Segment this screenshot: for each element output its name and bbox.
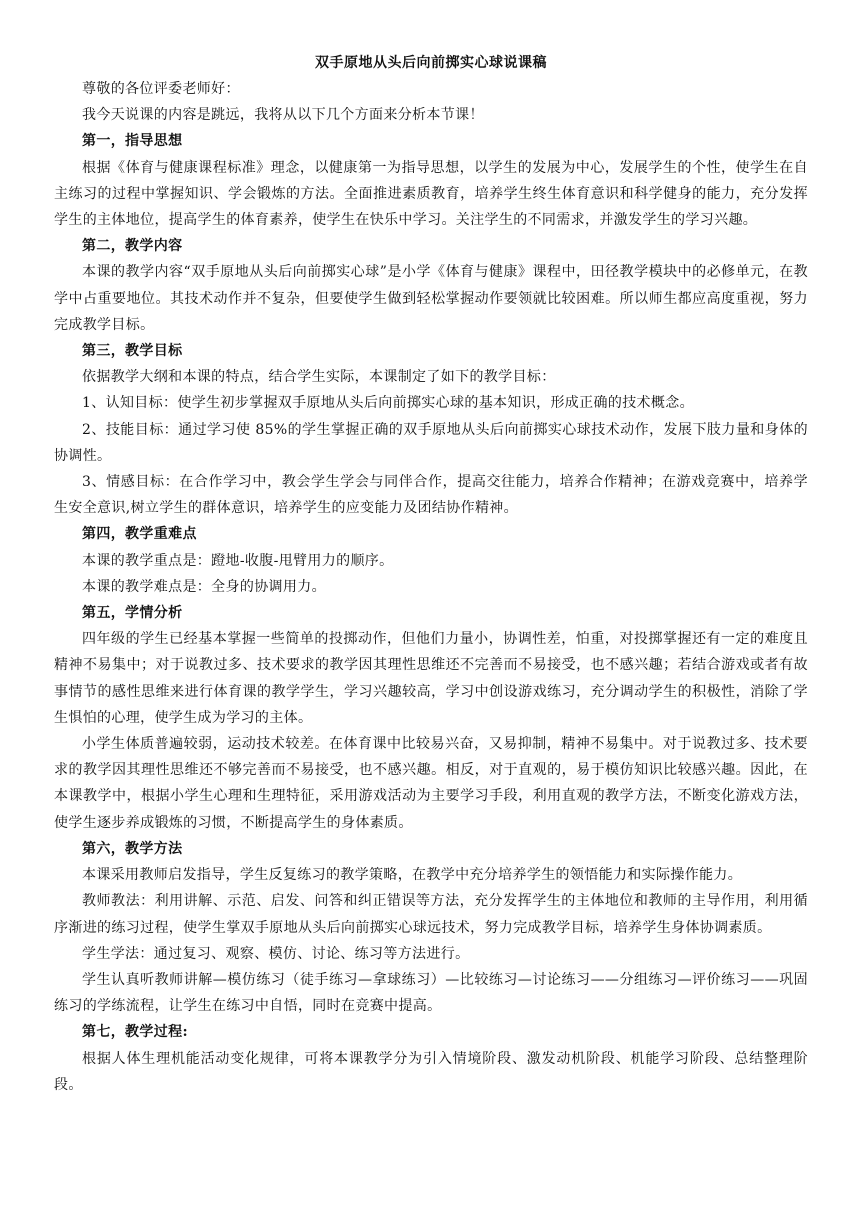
paragraph: 根据人体生理机能活动变化规律，可将本课教学分为引入情境阶段、激发动机阶段、机能学习阶段、总结整理阶段。 — [54, 1050, 808, 1093]
document-page — [54, 50, 808, 1098]
greeting: 尊敬的各位评委老师好： — [82, 81, 240, 97]
paragraph: 学生学法：通过复习、观察、模仿、讨论、练习等方法进行。 — [82, 945, 470, 962]
document-title: 双手原地从头后向前掷实心球说课稿 — [315, 55, 547, 71]
paragraph: 教师教法：利用讲解、示范、启发、问答和纠正错误等方法，充分发挥学生的主体地位和教师的主导作用，利用循序渐进的练习过程，使学生掌双手原地从头后向前掷实心球远技术，努力完成教学目标，培养学生身体协调素质。 — [54, 893, 808, 936]
paragraph: 学生认真听教师讲解—模仿练习（徒手练习—拿球练习）—比较练习—讨论练习——分组练习—评价练习——巩固练习的学练流程，让学生在练习中自悟，同时在竞赛中提高。 — [54, 971, 808, 1015]
paragraph: 四年级的学生已经基本掌握一些简单的投掷动作，但他们力量小，协调性差，怕重，对投掷掌握还有一定的难度且精神不易集中；对于说教过多、技术要求的教学因其理性思维还不完善而不易接受，也不感兴趣；若结合游戏或者有故事情节的感性思维来进行体育课的教学学生，学习兴趣较高，学习中创设游戏练习，充分调动学生的积极性，消除了学生惧怕的心理，使学生成为学习的主体。 — [54, 631, 808, 726]
section-heading-teaching-goals: 第三，教学目标 — [82, 343, 183, 360]
paragraph: 小学生体质普遍较弱，运动技术较差。在体育课中比较易兴奋，又易抑制，精神不易集中。对于说教过多、技术要求的教学因其理性思维还不够完善而不易接受，也不感兴趣。相反，对于直观的，易于模仿知识比较感兴趣。因此，在本课教学中，根据小学生心理和生理特征，采用游戏活动为主要学习手段，利用直观的教学方法，不断变化游戏方法，使学生逐步养成锻炼的习惯，不断提高学生的身体素质。 — [54, 736, 808, 831]
goal-item: 2、技能目标：通过学习使 85%的学生掌握正确的双手原地从头后向前掷实心球技术动作，发展下肢力量和身体的协调性。 — [54, 421, 808, 464]
paragraph: 本课的教学内容“双手原地从头后向前掷实心球”是小学《体育与健康》课程中，田径教学模块中的必修单元，在教学中占重要地位。其技术动作并不复杂，但要使学生做到轻松掌握动作要领就比较困难。所以师生都应高度重视，努力完成教学目标。 — [54, 264, 808, 333]
paragraph: 本课采用教师启发指导，学生反复练习的教学策略，在教学中充分培养学生的领悟能力和实际操作能力。 — [82, 867, 743, 884]
goal-item: 1、认知目标：使学生初步掌握双手原地从头后向前掷实心球的基本知识，形成正确的技术概念。 — [82, 395, 694, 412]
section-heading-teaching-content: 第二，教学内容 — [82, 238, 183, 255]
paragraph: 本课的教学难点是：全身的协调用力。 — [82, 578, 326, 595]
paragraph: 根据《体育与健康课程标准》理念，以健康第一为指导思想，以学生的发展为中心，发展学生的个性，使学生在自主练习的过程中掌握知识、学会锻炼的方法。全面推进素质教育，培养学生终生体育意识和科学健身的能力，充分发挥学生的主体地位，提高学生的体育素养，使学生在快乐中学习。关注学生的不同需求，并激发学生的学习兴趣。 — [54, 159, 808, 229]
section-heading-teaching-process: 第七，教学过程: — [82, 1024, 188, 1041]
intro-paragraph: 我今天说课的内容是跳远，我将从以下几个方面来分析本节课！ — [82, 107, 484, 124]
section-heading-teaching-methods: 第六，教学方法 — [82, 840, 183, 857]
paragraph: 本课的教学重点是：蹬地-收腹-甩臂用力的顺序。 — [82, 552, 394, 569]
goal-item: 3、情感目标：在合作学习中，教会学生学会与同伴合作，提高交往能力，培养合作精神；在游戏竞赛中，培养学生安全意识,树立学生的群体意识，培养学生的应变能力及团结协作精神。 — [54, 474, 808, 517]
section-heading-student-analysis: 第五，学情分析 — [82, 605, 183, 622]
paragraph: 依据教学大纲和本课的特点，结合学生实际，本课制定了如下的教学目标： — [82, 369, 556, 386]
section-heading-guiding-ideology: 第一，指导思想 — [82, 133, 183, 150]
section-heading-key-points: 第四，教学重难点 — [82, 526, 197, 543]
